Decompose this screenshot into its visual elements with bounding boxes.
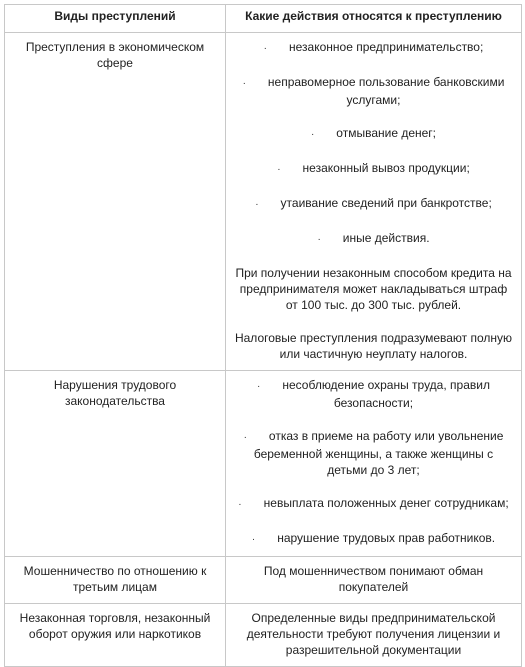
list-item: · невыплата положенных денег сотрудникам; bbox=[238, 496, 509, 510]
crime-type-cell: Нарушения трудового законодательства bbox=[5, 371, 226, 557]
table-header-row bbox=[5, 5, 522, 33]
crime-type-cell: Незаконная торговля, незаконный оборот оружия или наркотиков bbox=[5, 604, 226, 667]
list-item: · отказ в приеме на работу или увольнение беременной женщины, а также женщины с детьми до 3 лет; bbox=[243, 429, 504, 477]
bullet-icon: · bbox=[257, 381, 261, 392]
list-item: · нарушение трудовых прав работников. bbox=[251, 531, 496, 545]
crime-type-cell: Мошенничество по отношению к третьим лицам bbox=[5, 557, 226, 604]
actions-cell bbox=[226, 371, 522, 557]
bullet-icon: · bbox=[238, 499, 242, 510]
actions-cell bbox=[226, 557, 522, 604]
table-row bbox=[5, 557, 522, 604]
list-item: · несоблюдение охраны труда, правил безопасности; bbox=[257, 378, 490, 410]
note-paragraph: Налоговые преступления подразумевают полную или частичную неуплату налогов. bbox=[234, 331, 513, 361]
list-item: · незаконный вывоз продукции; bbox=[277, 161, 470, 175]
table-row bbox=[5, 33, 522, 371]
actions-cell bbox=[226, 33, 522, 371]
bullet-icon: · bbox=[255, 199, 259, 210]
bullet-icon: · bbox=[277, 164, 281, 175]
note-paragraph: Под мошенничеством понимают обман покупателей bbox=[263, 564, 484, 594]
bullet-icon: · bbox=[242, 78, 246, 89]
list-item: · неправомерное пользование банковскими услугами; bbox=[242, 75, 505, 107]
list-item: · отмывание денег; bbox=[310, 126, 437, 140]
bullet-icon: · bbox=[243, 432, 247, 443]
note-paragraph: Определенные виды предпринимательской деятельности требуют получения лицензии и разрешительной документации bbox=[246, 611, 501, 657]
table-row bbox=[5, 604, 522, 667]
note-paragraph: При получении незаконным способом кредита на предпринимателя может накладываться штраф от 100 тыс. до 300 тыс. рублей. bbox=[235, 266, 512, 312]
header-actions: Какие действия относятся к преступлению bbox=[226, 5, 522, 33]
list-item: · незаконное предпринимательство; bbox=[263, 40, 484, 54]
list-item: · иные действия. bbox=[317, 231, 430, 245]
bullet-icon: · bbox=[263, 43, 268, 54]
bullet-icon: · bbox=[251, 534, 256, 545]
header-crime-types: Виды преступлений bbox=[5, 5, 226, 33]
bullet-icon: · bbox=[310, 129, 315, 140]
actions-cell bbox=[226, 604, 522, 667]
crime-type-cell: Преступления в экономическом сфере bbox=[5, 33, 226, 371]
list-item: · утаивание сведений при банкротстве; bbox=[255, 196, 492, 210]
table-row bbox=[5, 371, 522, 557]
bullet-icon: · bbox=[317, 234, 321, 245]
crimes-table bbox=[4, 4, 522, 667]
